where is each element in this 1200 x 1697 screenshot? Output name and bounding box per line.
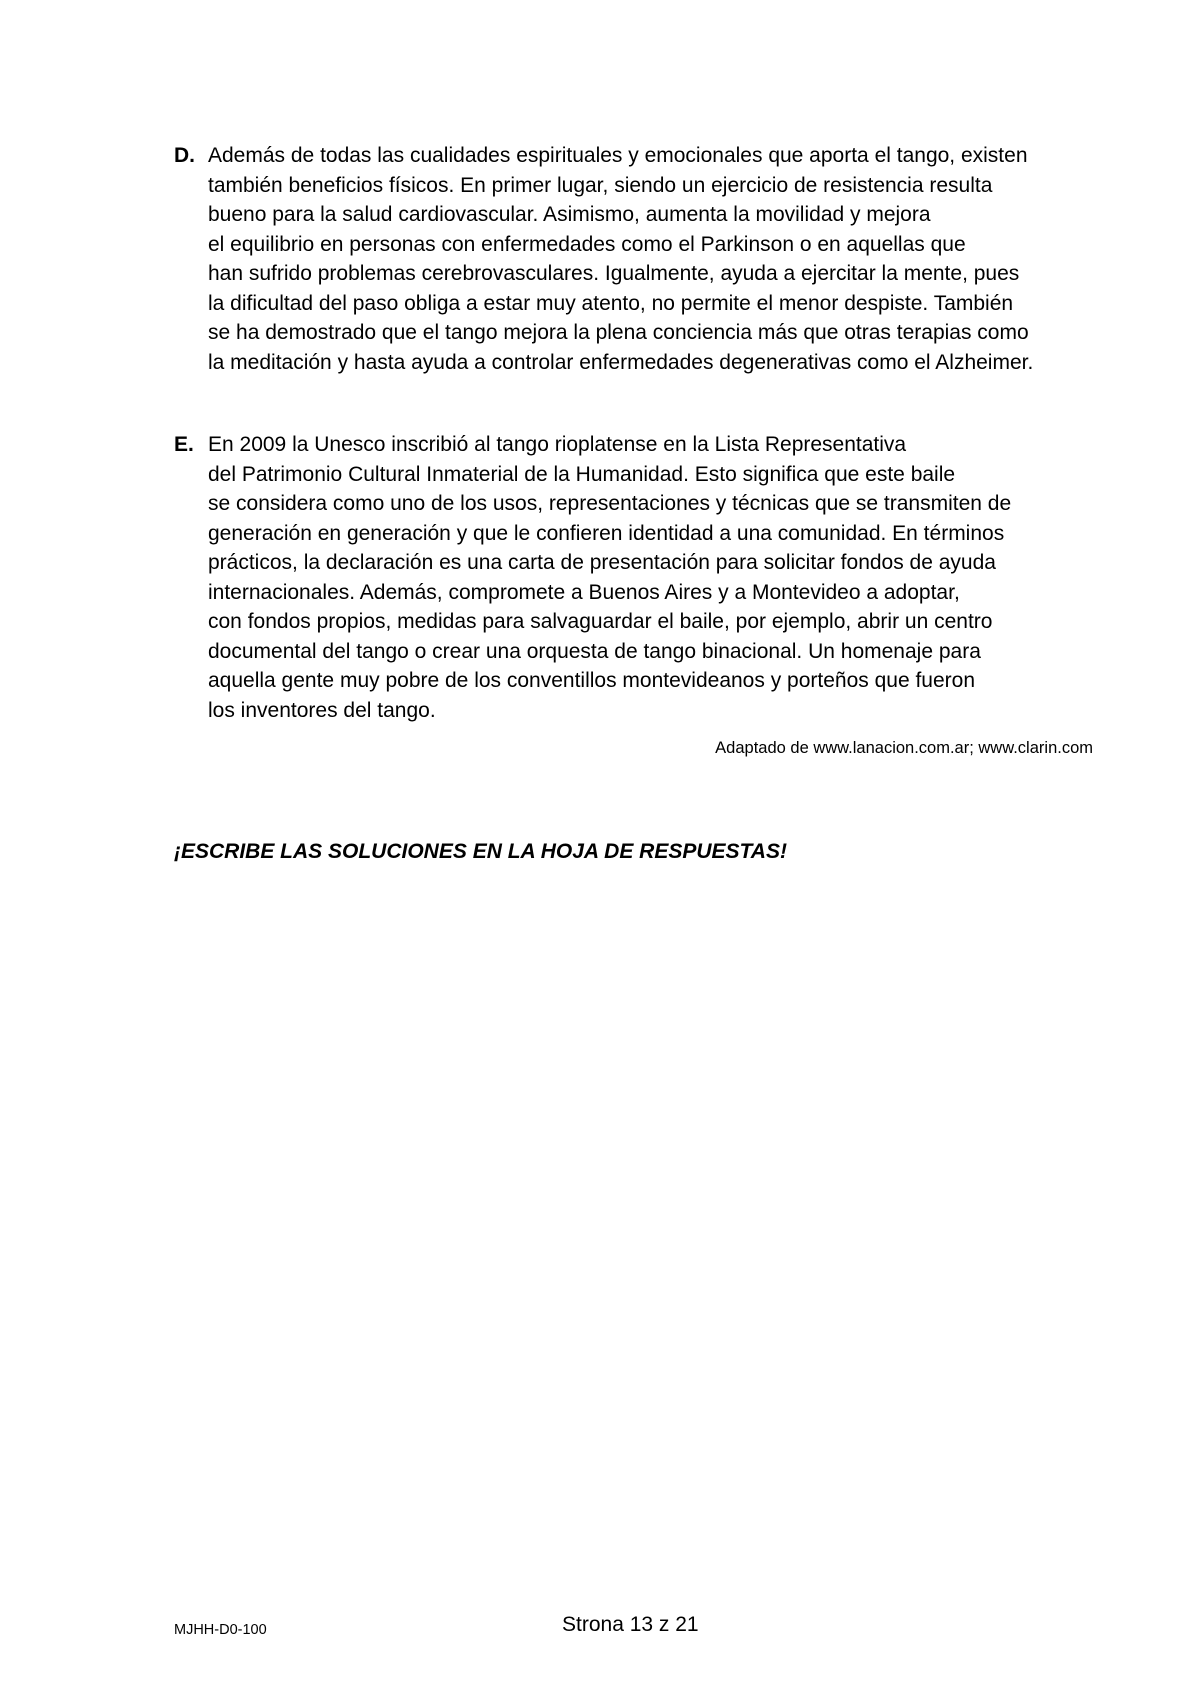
text-line: han sufrido problemas cerebrovasculares. Igualmente, ayuda a ejercitar la mente, pues [208,262,1020,285]
text-line: con fondos propios, medidas para salvaguardar el baile, por ejemplo, abrir un centro [208,610,993,633]
source-citation: Adaptado de www.lanacion.com.ar; www.clarin.com [715,739,1093,757]
text-line: el equilibrio en personas con enfermedades como el Parkinson o en aquellas que [208,232,966,256]
text-line: documental del tango o crear una orquesta de tango binacional. Un homenaje para [208,639,981,663]
text-line: también beneficios físicos. En primer lugar, siendo un ejercicio de resistencia resulta [208,173,993,197]
text-line: internacionales. Además, compromete a Buenos Aires y a Montevideo a adoptar, [208,580,960,604]
section-text [208,430,1011,725]
text-line: se considera como uno de los usos, representaciones y técnicas que se transmiten de [208,492,1012,515]
section-text [208,141,1033,377]
text-line: se ha demostrado que el tango mejora la plena conciencia más que otras terapias como [208,321,1029,344]
text-line: los inventores del tango. [208,698,436,722]
page-number: Strona 13 z 21 [562,1613,699,1636]
text-line: la dificultad del paso obliga a estar muy atento, no permite el menor despiste. También [208,291,1014,315]
section-letter: D. [174,144,195,167]
text-line: aquella gente muy pobre de los conventillos montevideanos y porteños que fueron [208,669,976,692]
text-line: prácticos, la declaración es una carta de presentación para solicitar fondos de ayuda [208,551,996,574]
text-line: En 2009 la Unesco inscribió al tango rioplatense en la Lista Representativa [208,433,907,456]
section-letter: E. [174,433,194,456]
text-line: Además de todas las cualidades espirituales y emocionales que aporta el tango, existen [208,144,1028,167]
text-line: la meditación y hasta ayuda a controlar enfermedades degenerativas como el Alzheimer. [208,350,1034,374]
exam-code: MJHH-D0-100 [174,1622,267,1638]
text-line: generación en generación y que le confieren identidad a una comunidad. En términos [208,521,1005,545]
text-line: del Patrimonio Cultural Inmaterial de la Humanidad. Esto significa que este baile [208,462,956,486]
answer-sheet-instruction: ¡ESCRIBE LAS SOLUCIONES EN LA HOJA DE RESPUESTAS! [174,840,787,863]
text-line: bueno para la salud cardiovascular. Asimismo, aumenta la movilidad y mejora [208,203,931,226]
